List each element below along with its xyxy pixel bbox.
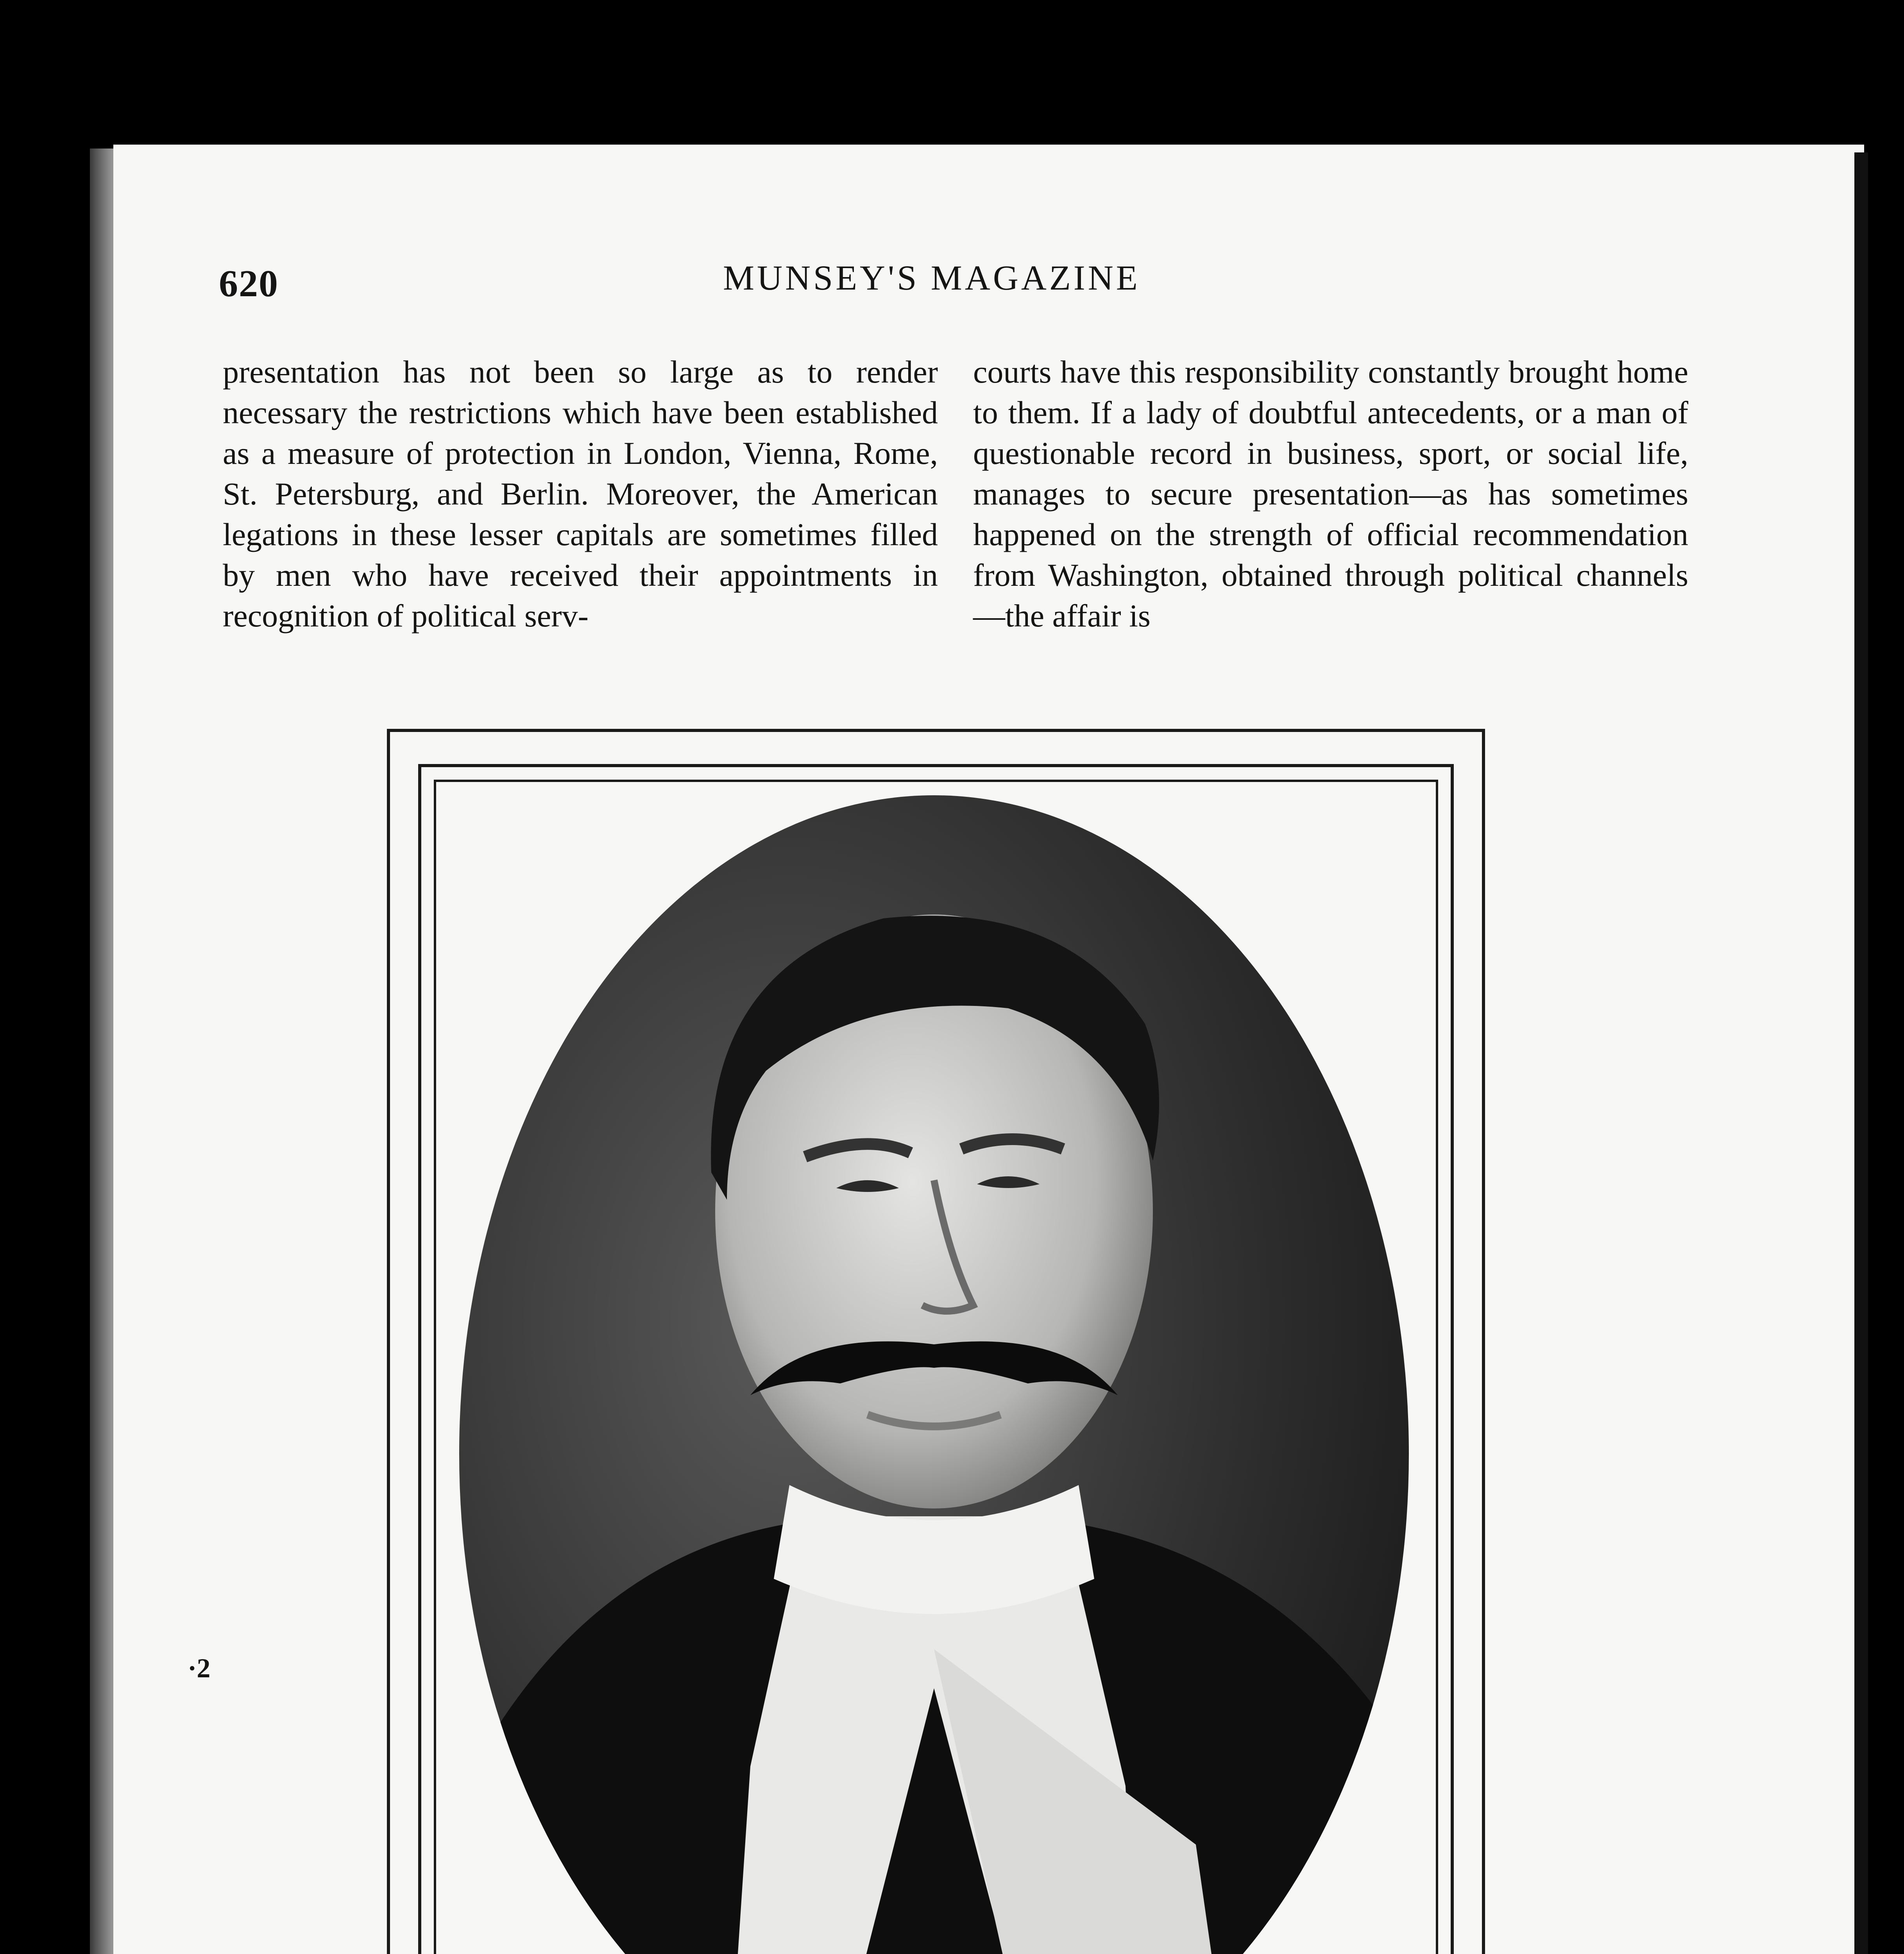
text-column-top-right [973, 352, 1688, 636]
paragraph: presentation has not been so large as to render necessary the restrictions which have been established as a measure of protection in London, Vienna, Rome, St. Petersburg, and Berlin. Moreover, the American legations in these lesser capitals are sometimes filled by men who have received their appointments in recognition of political serv- [223, 354, 938, 633]
page-number: 620 [219, 263, 279, 305]
margin-mark: ·2 [188, 1653, 211, 1684]
text-column-top-left [223, 352, 938, 636]
paragraph: courts have this responsibility constantly brought home to them. If a lady of doubtful antecedents, or a man of questionable record in business, sport, or social life, manages to secure presentation—as has sometimes happened on the strength of official recommendation from Washington, obtained through political channels—the affair is [973, 354, 1688, 633]
running-head: MUNSEY'S MAGAZINE [723, 259, 1140, 297]
page-edge [1854, 152, 1868, 1954]
portrait-photo [453, 789, 1415, 1954]
